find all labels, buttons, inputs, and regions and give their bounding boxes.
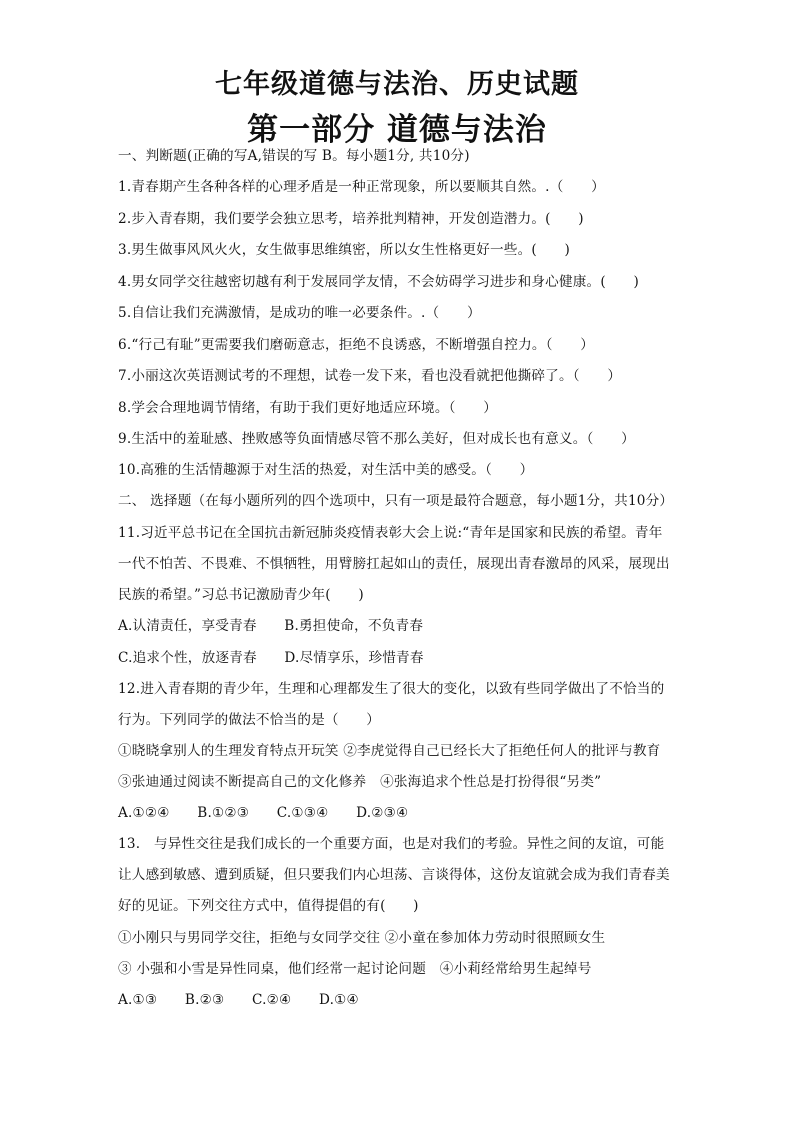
question-12-options: A.①②④ B.①②③ C.①③④ D.②③④ [118,805,409,821]
question-11-line-1: 11.习近平总书记在全国抗击新冠肺炎疫情表彰大会上说:“青年是国家和民族的希望。青年 [118,525,663,541]
question-11-line-2: 一代不怕苦、不畏难、不惧牺牲，用臂膀扛起如山的责任，展现出青春激昂的风采，展现出 [118,556,670,572]
question-11-line-3: 民族的希望。”习总书记激励青少年( ) [118,587,364,603]
judgement-item-7: 7.小丽这次英语测试考的不理想，试卷一发下来，看也没看就把他撕碎了。（ ） [118,368,622,384]
judgement-item-10: 10.高雅的生活情趣源于对生活的热爱，对生活中美的感受。（ ） [118,462,534,478]
section2-header: 二、 选择题（在每小题所列的四个选项中，只有一项是最符合题意，每小题1分，共10分） [118,493,674,509]
question-13-statements-1: ①小刚只与男同学交往，拒绝与女同学交往 ②小童在参加体力劳动时很照顾女生 [118,930,606,946]
question-11-options-cd: C.追求个性，放逐青春 D.尽情享乐，珍惜青春 [118,650,424,666]
question-13-options: A.①③ B.②③ C.②④ D.①④ [118,992,359,1008]
question-11-options-ab: A.认清责任，享受青春 B.勇担使命，不负青春 [118,618,424,634]
question-12-line-1: 12.进入青春期的青少年，生理和心理都发生了很大的变化，以致有些同学做出了不恰当的 [118,681,665,697]
section1-header: 一、判断题(正确的写A,错误的写 B。每小题1分, 共10分) [118,148,470,164]
question-13-line-3: 好的见证。下列交往方式中，值得提倡的有( ) [118,898,419,914]
judgement-item-1: 1.青春期产生各种各样的心理矛盾是一种正常现象，所以要顺其自然。.（ ） [118,179,605,195]
question-12-statements-1: ①晓晓拿别人的生理发育特点开玩笑 ②李虎觉得自己已经长大了拒绝任何人的批评与教育 [118,743,661,759]
question-13-line-2: 让人感到敏感、遭到质疑，但只要我们内心坦荡、言谈得体，这份友谊就会成为我们青春美 [118,867,670,883]
judgement-item-8: 8.学会合理地调节情绪，有助于我们更好地适应环境。（ ） [118,400,497,416]
exam-title: 七年级道德与法治、历史试题 [215,69,579,100]
question-12-line-2: 行为。下列同学的做法不恰当的是（ ） [118,712,381,728]
judgement-item-3: 3.男生做事风风火火，女生做事思维缜密，所以女生性格更好一些。( ) [118,242,570,258]
judgement-item-4: 4.男女同学交往越密切越有利于发展同学友情，不会妨碍学习进步和身心健康。( ) [118,274,639,290]
question-13-statements-2: ③ 小强和小雪是异性同桌，他们经常一起讨论问题 ④小莉经常给男生起绰号 [118,961,592,977]
judgement-item-9: 9.生活中的羞耻感、挫败感等负面情感尽管不那么美好，但对成长也有意义。（ ） [118,431,635,447]
judgement-item-5: 5.自信让我们充满激情，是成功的唯一必要条件。.（ ） [118,305,481,321]
part-title: 第一部分 道德与法治 [247,112,547,148]
judgement-item-2: 2.步入青春期，我们要学会独立思考，培养批判精神，开发创造潜力。( ) [118,211,584,227]
question-13-line-1: 13. 与异性交往是我们成长的一个重要方面，也是对我们的考验。异性之间的友谊，可能 [118,836,665,852]
judgement-item-6: 6.“行己有耻”更需要我们磨砺意志，拒绝不良诱惑，不断增强自控力。（ ） [118,337,595,353]
question-12-statements-2: ③张迪通过阅读不断提高自己的文化修养 ④张海追求个性总是打扮得很“另类” [118,774,602,790]
